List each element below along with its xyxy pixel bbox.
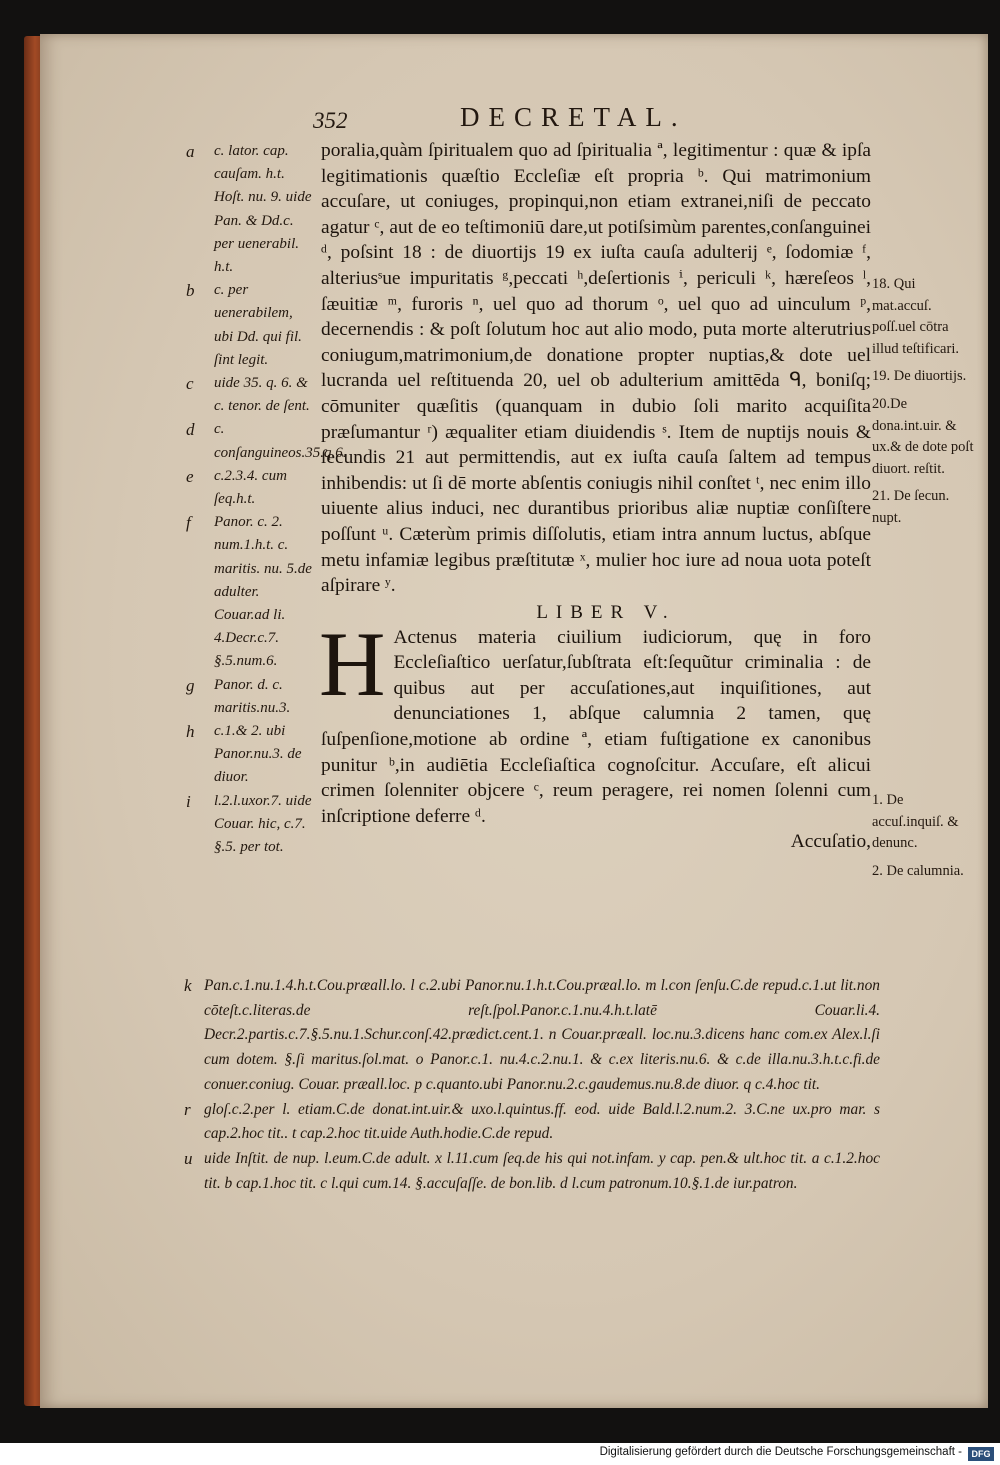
- note-letter: f: [186, 513, 191, 533]
- book-heading: LIBER V.: [536, 601, 676, 623]
- footnote-row: [184, 974, 880, 1098]
- digitization-footer: [0, 1443, 1000, 1465]
- footnote-text: gloſ.c.2.per l. etiam.C.de donat.int.uir.& uxo.l.quintus.ff. eod. uide Bald.l.2.num.2. 3.C.ne ux.pro mar. s cap.2.hoc tit.. t cap.2.hoc tit.uide Auth.hodie.C.de repud.: [204, 1100, 880, 1143]
- footnote-letter: u: [184, 1148, 193, 1168]
- left-note: [186, 674, 314, 720]
- catchword: Accuſatio,: [790, 831, 871, 853]
- decorated-initial: H: [319, 612, 386, 715]
- note-letter: h: [186, 722, 195, 742]
- footnote-text: Pan.c.1.nu.1.4.h.t.Cou.præall.lo. l c.2.ubi Panor.nu.1.h.t.Cou.præal.lo. m l.con ſenſu.C.de repud.c.1.ut lit.non cōteſt.c.literas.de reſt.ſpol.Panor.c.1.nu.4.h.t.latē Couar.li.4. Decr.2.partis.c.7.§.5.nu.1.Schur.conſ.42.prædict.cent.1. n Couar.præall. loc.nu.3.dicens hanc com.ex Alex.l.ſi cum dotem. §.ſi maritus.ſol.mat. o Panor.c.1. nu.4.c.2.nu.1. & c.ex literis.nu.6. & c.de illa.nu.3.h.t.c.fi.de conuer.coniug. Couar. præall.loc. p c.quanto.ubi Panor.nu.2.c.gaudemus.nu.8.de diuor. q c.4.hoc tit.: [204, 977, 880, 1093]
- footnote-letter: k: [184, 976, 192, 995]
- note-text: c. conſanguineos.35.q.6.: [214, 421, 347, 461]
- body-paragraph-1: poralia,quàm ſpiritualem quo ad ſpiritualia ª, legitimentur : quæ & ipſa legitimationis quæſtio Eccleſiæ eſt propria ᵇ. Qui matrimonium accuſare, ut coniuges, propinqui,non etiam extranei,niſi de peccato agatur ᶜ, aut de eo teſtimoniū dare,ut potiſsimùm parentes,conſanguinei ᵈ, poſsint 18 : de diuortijs 19 ex iuſta cauſa adulterij ᵉ, ſodomiæ ᶠ, alteriusˢue impuritatis ᵍ,peccati ʰ,deſertionis ⁱ, periculi ᵏ, hæreſeos ˡ, ſæuitiæ ᵐ, furoris ⁿ, uel quo ad thorum ᵒ, uel quo ad uinculum ᵖ, decernendis : & poſt ſolutum hoc aut alio modo, puta morte alterutrius coniugum,matrimonium,de donatione propter nuptias,& dote uel lucranda uel reſtituenda 20, uel ob adulterium amittēda ᑫ, boniſq; cōmuniter quæſitis (quanquam in dubio ſoli marito acquiſita præſumantur ʳ) æqualiter etiam diuidendis ˢ. Item de nuptijs nouis & ſecundis 21 aut permittendis, aut ex iuſta cauſa ſaltem ad tempus inhibendis: ut ſi dē morte abſentis coniugis nihil conſtet ᵗ, nec enim illo uiuente alius induci, nec durantibus prioribus aliæ nuptiæ conſiſtere poſſunt ᵘ. Cæterùm primis diſſolutis, etiam intra annum luctus, abſque metu infamiæ legibus præſtitutæ ˣ, mulier hoc iure ad noua uota poteſt aſpirare ʸ.: [321, 140, 871, 597]
- left-note: [186, 372, 314, 418]
- note-letter: c: [186, 374, 194, 394]
- right-note: 2. De calumnia.: [872, 862, 964, 879]
- book-page: [40, 34, 988, 1408]
- note-letter: b: [186, 281, 195, 301]
- page-number: 352: [313, 108, 348, 133]
- note-text: l.2.l.uxor.7. uide Couar. hic, c.7. §.5. per tot.: [214, 792, 312, 856]
- left-note: [186, 279, 314, 372]
- right-note: 1. De accuſ.inquiſ. & denunc.: [872, 792, 959, 852]
- note-letter: d: [186, 420, 195, 440]
- left-note: [186, 720, 314, 790]
- body-paragraph-2-text: Actenus materia ciuilium iudiciorum, quę in foro Eccleſiaſtico uerſatur,ſubſtrata eſt:ſequũtur criminalia : de quibus aut per accuſationes,aut inquiſitiones, aut denunciationes 1, abſque calumnia 2 tamen, quę ſuſpenſione,motione ab ordine ª, etiam fuſtigatione ex canonibus punitur ᵇ,in audiētia Eccleſiaſtica cognoſcitur. Accuſare, eſt alicui crimen ſolenniter objcere ᶜ, reum peragere, rei nomen ſolenni cum inſcriptione deferre ᵈ.: [321, 626, 871, 827]
- right-note: 20.De dona.int.uir. & ux.& de dote poſt diuort. reſtit.: [872, 395, 974, 477]
- left-note: [186, 511, 314, 673]
- note-letter: g: [186, 675, 195, 695]
- footnote-row: [184, 1098, 880, 1147]
- left-note: [186, 465, 314, 511]
- footnote-text: uide Inſtit. de nup. l.eum.C.de adult. x l.11.cum ſeq.de his qui not.infam. y cap. pen.& ult.hoc tit. a c.1.2.hoc tit. b cap.1.hoc tit. c l.qui cum.14. §.accuſaſſe. de bon.lib. d l.cum patronum.10.§.1.de iur.patron.: [204, 1149, 880, 1192]
- right-note: 21. De ſecun. nupt.: [872, 488, 950, 526]
- right-marginal-notes-upper: [872, 274, 976, 536]
- note-letter: e: [186, 466, 194, 486]
- footnote-letter: r: [184, 1099, 191, 1119]
- left-note: [186, 790, 314, 860]
- footnote-row: [184, 1147, 880, 1196]
- right-marginal-notes-lower: [872, 790, 976, 888]
- running-title: DECRETAL.: [460, 102, 687, 132]
- note-text: c. lator. cap. cauſam. h.t. Hoſt. nu. 9. uide Pan. & Dd.c. per uenerabil. h.t.: [214, 143, 312, 276]
- footnotes-block: [184, 974, 880, 1196]
- right-note: 19. De diuortijs.: [872, 368, 967, 385]
- digitization-credit: Digitalisierung gefördert durch die Deutsche Forschungsgemeinschaft -: [599, 1446, 962, 1458]
- note-letter: a: [186, 142, 195, 161]
- note-text: Panor. d. c. maritis.nu.3.: [214, 676, 291, 716]
- note-letter: i: [186, 791, 191, 811]
- right-note: 18. Qui mat.accuſ. poſſ.uel cōtra illud teſtificari.: [872, 276, 959, 357]
- note-text: Panor. c. 2. num.1.h.t. c. maritis. nu. 5.de adulter. Couar.ad li. 4.Decr.c.7. §.5.num.6.: [214, 514, 312, 670]
- note-text: uide 35. q. 6. & c. tenor. de ſent.: [214, 375, 310, 415]
- page-header: [40, 102, 988, 132]
- left-marginal-notes: [186, 140, 347, 859]
- note-text: c.2.3.4. cum ſeq.h.t.: [214, 467, 287, 508]
- note-text: c. per uenerabilem, ubi Dd. qui fil. ſint legit.: [214, 282, 302, 368]
- left-note: [186, 418, 347, 464]
- note-text: c.1.& 2. ubi Panor.nu.3. de diuor.: [214, 723, 302, 786]
- dfg-logo: DFG: [968, 1447, 994, 1461]
- main-text-column: [321, 138, 871, 855]
- left-note: [186, 140, 314, 279]
